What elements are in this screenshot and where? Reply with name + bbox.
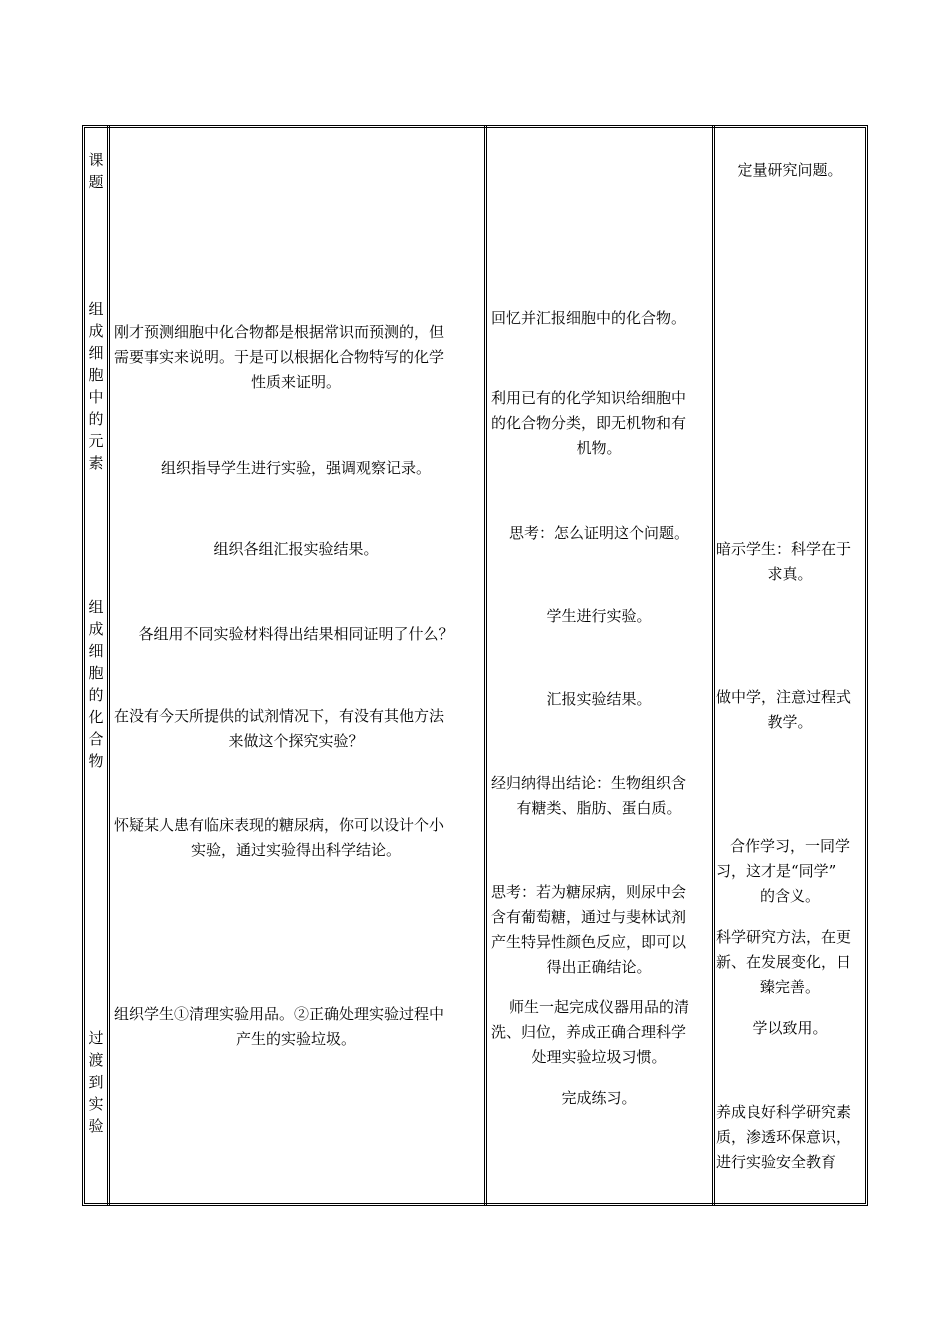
student-activity-7-line-1: 思考：若为糖尿病，则尿中会 [491, 883, 687, 901]
teacher-activity-5-line-1: 在没有今天所提供的试剂情况下，有没有其他方法 [114, 707, 445, 725]
student-activity-8-line-2: 洗、归位，养成正确合理科学 [491, 1023, 687, 1041]
teacher-activity-5-line-2: 来做这个探究实验？ [228, 732, 364, 750]
teacher-activity-7-line-1: 组织学生①清理实验用品。②正确处理实验过程中 [114, 1005, 445, 1023]
intent-5-line-1: 科学研究方法，在更 [716, 928, 852, 946]
teacher-activity-7-line-2: 产生的实验垃圾。 [235, 1030, 356, 1048]
student-activity-9: 完成练习。 [561, 1089, 637, 1107]
student-activity-2-line-3: 机物。 [576, 439, 622, 457]
topic-compounds-label: 组成细胞的化合物 [88, 598, 104, 770]
intent-7-line-2: 质，渗透环保意识， [716, 1128, 852, 1146]
student-activity-5: 汇报实验结果。 [546, 690, 652, 708]
intent-7-line-3: 进行实验安全教育 [716, 1153, 837, 1171]
student-activity-7-line-3: 产生特异性颜色反应，即可以 [491, 933, 687, 951]
intent-5-line-2: 新、在发展变化，日 [716, 953, 852, 971]
topic-transition-label: 过渡到实验 [88, 1029, 104, 1135]
column-divider-1 [107, 125, 110, 1206]
column-divider-2 [484, 125, 487, 1206]
student-activity-1: 回忆并汇报细胞中的化合物。 [491, 309, 687, 327]
intent-4-line-3: 的含义。 [759, 887, 820, 905]
teacher-activity-3: 组织各组汇报实验结果。 [213, 540, 379, 558]
intent-4-line-1: 合作学习，一同学 [729, 837, 850, 855]
student-activity-4: 学生进行实验。 [546, 607, 652, 625]
teacher-activity-6-line-2: 实验，通过实验得出科学结论。 [190, 841, 401, 859]
teacher-activity-1-line-1: 刚才预测细胞中化合物都是根据常识而预测的，但 [114, 323, 445, 341]
intent-3-line-2: 教学。 [767, 713, 813, 731]
teacher-activity-1-line-2: 需要事实来说明。于是可以根据化合物特写的化学 [114, 348, 445, 366]
intent-1: 定量研究问题。 [737, 161, 843, 179]
topic-elements-label: 组成细胞中的元素 [88, 300, 104, 472]
teacher-activity-1-line-3: 性质来证明。 [250, 373, 341, 391]
teacher-activity-4: 各组用不同实验材料得出结果相同证明了什么？ [138, 625, 454, 643]
student-activity-2-line-1: 利用已有的化学知识给细胞中 [491, 389, 687, 407]
column-divider-3 [712, 125, 715, 1206]
intent-6: 学以致用。 [752, 1019, 828, 1037]
intent-3-line-1: 做中学，注意过程式 [716, 688, 852, 706]
intent-7-line-1: 养成良好科学研究素 [716, 1103, 852, 1121]
intent-2-line-1: 暗示学生：科学在于 [716, 540, 852, 558]
student-activity-2-line-2: 的化合物分类，即无机物和有 [491, 414, 687, 432]
student-activity-3: 思考：怎么证明这个问题。 [508, 524, 689, 542]
intent-5-line-3: 臻完善。 [759, 978, 820, 996]
student-activity-7-line-2: 含有葡萄糖，通过与斐林试剂 [491, 908, 687, 926]
teacher-activity-6-line-1: 怀疑某人患有临床表现的糖尿病，你可以设计个小 [114, 816, 445, 834]
intent-4-line-2: 习，这才是“同学” [716, 862, 837, 880]
lesson-label: 课题 [88, 151, 104, 191]
teacher-activity-2: 组织指导学生进行实验，强调观察记录。 [160, 459, 431, 477]
intent-2-line-2: 求真。 [767, 565, 813, 583]
student-activity-8-line-3: 处理实验垃圾习惯。 [531, 1048, 667, 1066]
student-activity-7-line-4: 得出正确结论。 [546, 958, 652, 976]
student-activity-8-line-1: 师生一起完成仪器用品的清 [508, 998, 689, 1016]
student-activity-6-line-1: 经归纳得出结论：生物组织含 [491, 774, 687, 792]
student-activity-6-line-2: 有糖类、脂肪、蛋白质。 [516, 799, 682, 817]
